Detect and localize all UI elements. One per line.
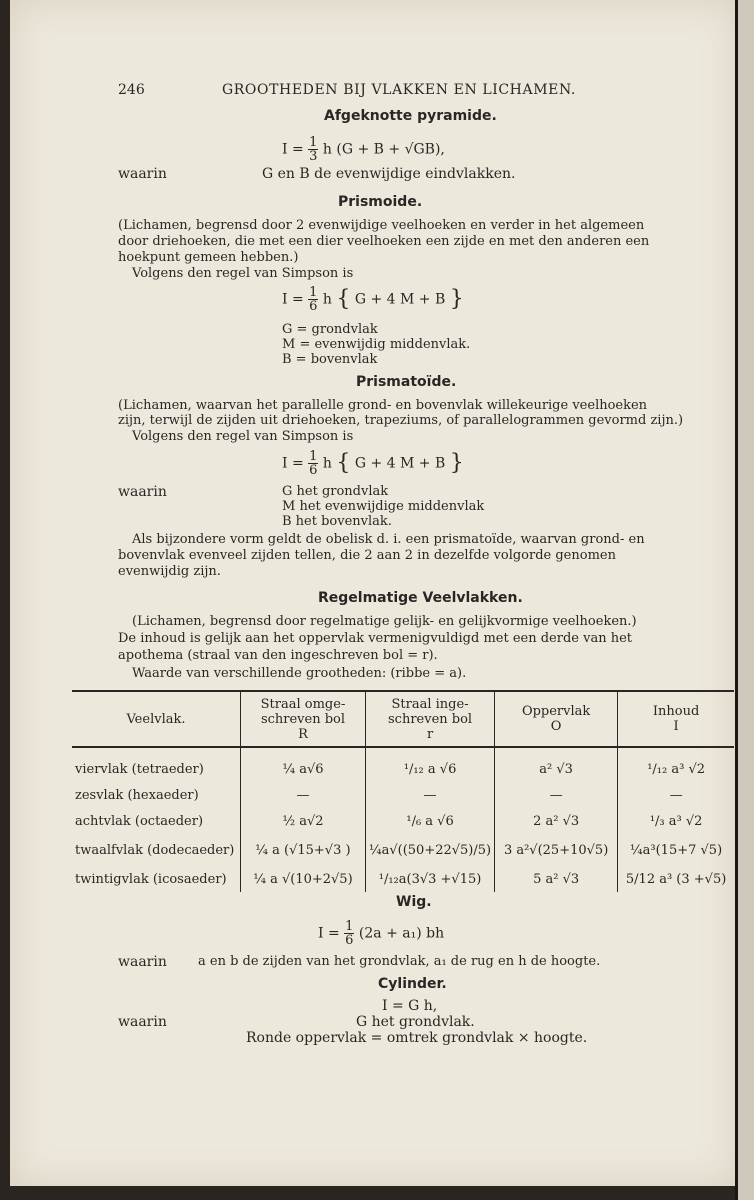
- prismoide-def-g: G = grondvlak: [282, 322, 378, 337]
- cell-r-inner: —: [366, 782, 495, 808]
- cell-oppervlak: 2 a² √3: [495, 808, 618, 834]
- cell-r-outer: —: [241, 782, 366, 808]
- cell-inhoud: —: [618, 782, 735, 808]
- row-name: viervlak (tetraeder): [75, 761, 204, 777]
- prismatoide-waarin: waarin: [118, 484, 167, 500]
- formula-h: h: [322, 455, 332, 472]
- section-title-cylinder: Cylinder.: [378, 976, 447, 992]
- formula-rhs: (2a + a₁) bh: [358, 925, 445, 942]
- fraction-denominator: 6: [309, 299, 318, 314]
- cell-r-inner: ¹/₁₂a(3√3 +√15): [366, 866, 495, 892]
- right-brace: }: [449, 450, 464, 476]
- prismatoide-note-2: bovenvlak evenveel zijden tellen, die 2 aan 2 in dezelfde volgorde genomen: [118, 548, 616, 563]
- section-title-afgeknotte: Afgeknotte pyramide.: [324, 108, 497, 124]
- cell-oppervlak: 5 a² √3: [495, 866, 618, 892]
- table-row: [72, 782, 734, 808]
- formula-prismatoide: [282, 450, 464, 477]
- formula-lhs: I =: [282, 455, 304, 472]
- prismatoide-def-b: B het bovenvlak.: [282, 514, 392, 529]
- cell-r-outer: ¼ a (√15+√3 ): [241, 834, 366, 866]
- cell-oppervlak: —: [495, 782, 618, 808]
- table-row: [72, 866, 734, 892]
- cell-r-inner: ¹/₁₂ a √6: [366, 747, 495, 782]
- cell-r-outer: ½ a√2: [241, 808, 366, 834]
- col-header-straal-omgeschreven: Straal omge- schreven bol R: [241, 691, 366, 747]
- regelmatige-line-2: De inhoud is gelijk aan het oppervlak vermenigvuldigd met een derde van het: [118, 631, 632, 646]
- formula-prismoide: [282, 286, 464, 313]
- cell-oppervlak: a² √3: [495, 747, 618, 782]
- cell-r-outer: ¼ a √(10+2√5): [241, 866, 366, 892]
- page-number: 246: [118, 82, 145, 98]
- page-edge: [738, 0, 754, 1200]
- prismoide-line-1: (Lichamen, begrensd door 2 evenwijdige veelhoeken en verder in het algemeen: [118, 218, 645, 233]
- cylinder-formula: I = G h,: [382, 998, 438, 1014]
- regelmatige-line-4: Waarde van verschillende grootheden: (ribbe = a).: [132, 666, 467, 681]
- prismatoide-def-g: G het grondvlak: [282, 484, 389, 499]
- cell-oppervlak: 3 a²√(25+10√5): [495, 834, 618, 866]
- cell-r-inner: ¼a√((50+22√5)/5): [366, 834, 495, 866]
- wig-explanation: a en b de zijden van het grondvlak, a₁ de rug en h de hoogte.: [198, 954, 601, 969]
- cell-inhoud: 5/12 a³ (3 +√5): [618, 866, 735, 892]
- formula-rhs: h (G + B + √GB),: [322, 141, 445, 158]
- section-title-regelmatige: Regelmatige Veelvlakken.: [318, 590, 523, 606]
- polyhedra-table: [72, 690, 734, 892]
- cylinder-waarin: waarin: [118, 1014, 167, 1030]
- cylinder-ronde: Ronde oppervlak = omtrek grondvlak × hoogte.: [246, 1030, 588, 1046]
- prismatoide-line-1: (Lichamen, waarvan het parallelle grond- en bovenvlak willekeurige veelhoeken: [118, 398, 648, 413]
- formula-wig: [318, 920, 444, 947]
- prismatoide-note-3: evenwijdig zijn.: [118, 564, 221, 579]
- formula-lhs: I =: [282, 291, 304, 308]
- row-name: twintigvlak (icosaeder): [75, 871, 227, 887]
- prismatoide-simpson: Volgens den regel van Simpson is: [132, 429, 354, 444]
- formula-body: G + 4 M + B: [354, 455, 446, 472]
- cell-inhoud: ¹/₁₂ a³ √2: [618, 747, 735, 782]
- cell-r-inner: ¹/₆ a √6: [366, 808, 495, 834]
- regelmatige-line-1: (Lichamen, begrensd door regelmatige gelijk- en gelijkvormige veelhoeken.): [132, 614, 637, 629]
- section-title-wig: Wig.: [396, 894, 432, 910]
- formula-body: G + 4 M + B: [354, 291, 446, 308]
- prismoide-simpson: Volgens den regel van Simpson is: [132, 266, 354, 281]
- col-header-oppervlak: Oppervlak O: [495, 691, 618, 747]
- prismatoide-note-1: Als bijzondere vorm geldt de obelisk d. i. een prismatoïde, waarvan grond- en: [132, 532, 645, 547]
- prismoide-def-b: B = bovenvlak: [282, 352, 378, 367]
- cylinder-explanation: G het grondvlak.: [356, 1014, 475, 1030]
- table-row: [72, 834, 734, 866]
- fraction: [344, 920, 354, 947]
- fraction-denominator: 6: [345, 933, 354, 948]
- running-title: GROOTHEDEN BIJ VLAKKEN EN LICHAMEN.: [222, 82, 576, 98]
- fraction-numerator: 1: [345, 919, 354, 934]
- formula-lhs: I =: [318, 925, 340, 942]
- fraction-numerator: 1: [309, 285, 318, 300]
- fraction-numerator: 1: [309, 449, 318, 464]
- left-brace: {: [336, 286, 351, 312]
- row-name: twaalfvlak (dodecaeder): [75, 842, 235, 858]
- formula-afgeknotte: [282, 136, 445, 163]
- prismoide-line-2: door driehoeken, die met een dier veelhoeken een zijde en met den anderen een: [118, 234, 650, 249]
- cell-inhoud: ¹/₃ a³ √2: [618, 808, 735, 834]
- fraction: [308, 450, 318, 477]
- regelmatige-line-3: apothema (straal van den ingeschreven bol = r).: [118, 648, 438, 663]
- fraction: [308, 286, 318, 313]
- afgeknotte-explanation: G en B de evenwijdige eindvlakken.: [262, 166, 516, 182]
- section-title-prismatoide: Prismatoïde.: [356, 374, 457, 390]
- formula-lhs: I =: [282, 141, 304, 158]
- cell-inhoud: ¼a³(15+7 √5): [618, 834, 735, 866]
- table-row: [72, 747, 734, 782]
- fraction-denominator: 3: [309, 149, 318, 164]
- fraction: [308, 136, 318, 163]
- col-header-straal-ingeschreven: Straal inge- schreven bol r: [366, 691, 495, 747]
- left-brace: {: [336, 450, 351, 476]
- table-row: [72, 808, 734, 834]
- right-brace: }: [449, 286, 464, 312]
- prismatoide-line-2: zijn, terwijl de zijden uit driehoeken, trapeziums, of parallelogrammen gevormd zijn.): [118, 413, 684, 428]
- formula-h: h: [322, 291, 332, 308]
- prismoide-def-m: M = evenwijdig middenvlak.: [282, 337, 471, 352]
- fraction-numerator: 1: [309, 135, 318, 150]
- wig-waarin: waarin: [118, 954, 167, 970]
- col-header-veelvlak: Veelvlak.: [126, 711, 186, 727]
- row-name: achtvlak (octaeder): [75, 813, 204, 829]
- section-title-prismoide: Prismoide.: [338, 194, 423, 210]
- table-header-row: [72, 691, 734, 747]
- cell-r-outer: ¼ a√6: [241, 747, 366, 782]
- row-name: zesvlak (hexaeder): [75, 787, 199, 803]
- waarin-label: waarin: [118, 166, 167, 182]
- col-header-inhoud: Inhoud I: [618, 691, 735, 747]
- prismatoide-def-m: M het evenwijdige middenvlak: [282, 499, 485, 514]
- fraction-denominator: 6: [309, 463, 318, 478]
- prismoide-line-3: hoekpunt gemeen hebben.): [118, 250, 299, 265]
